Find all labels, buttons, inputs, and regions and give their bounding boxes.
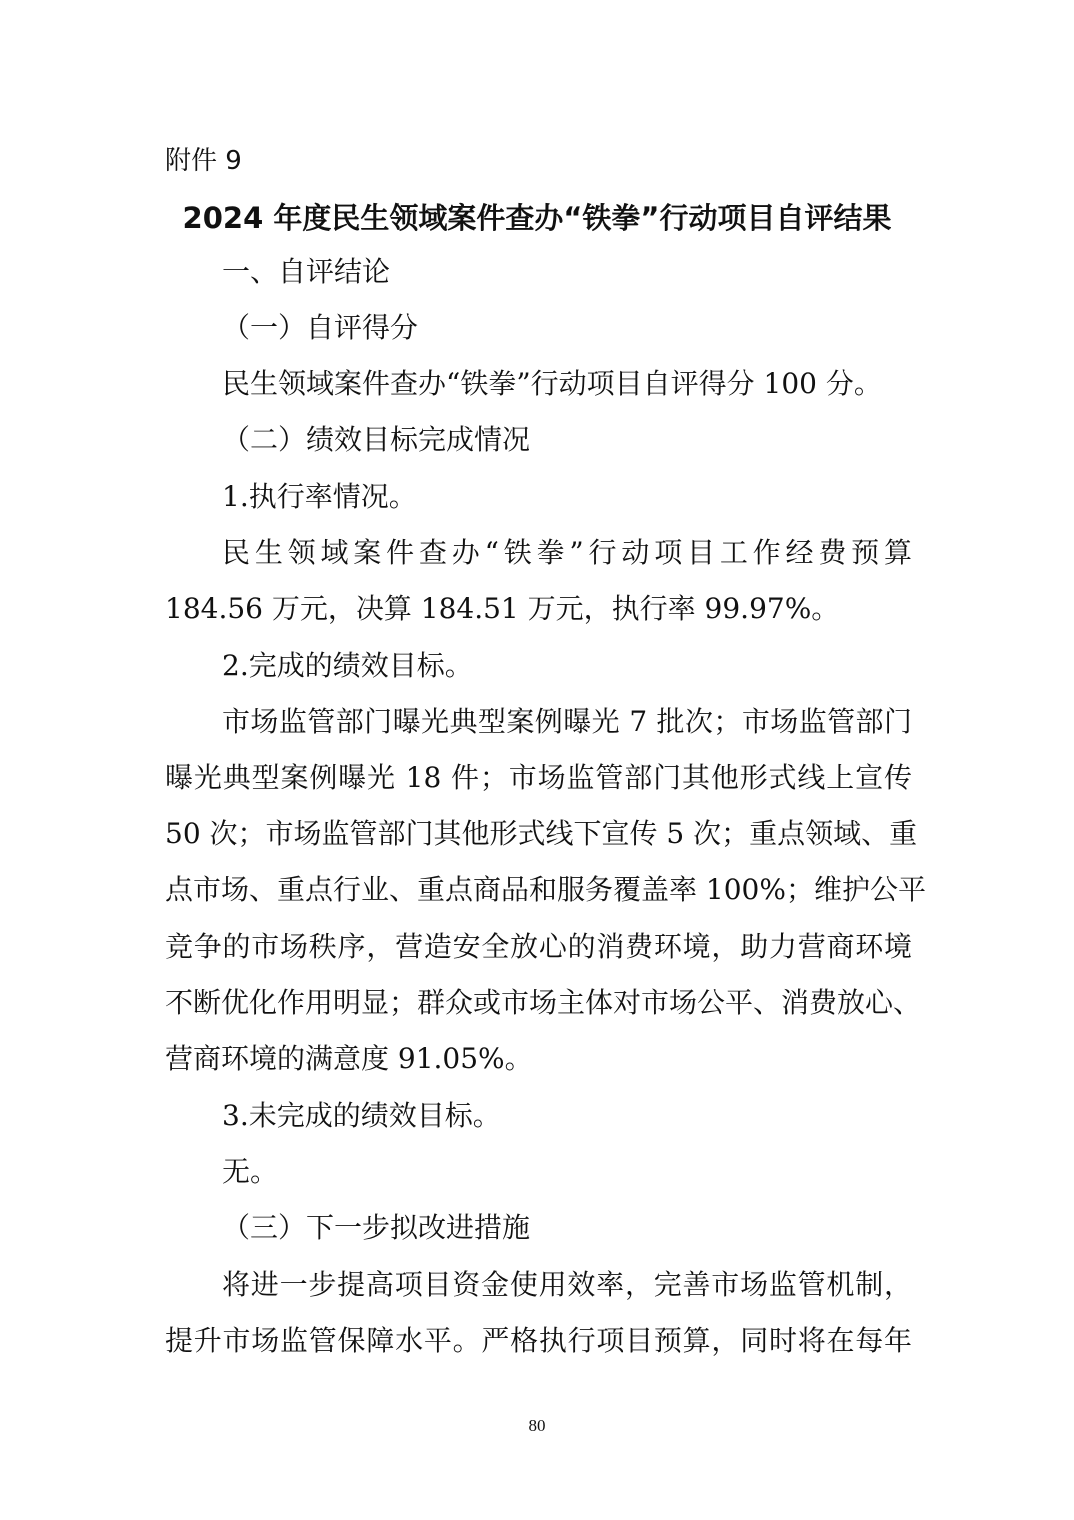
paragraph-line: 点市场、重点行业、重点商品和服务覆盖率 100%；维护公平 bbox=[165, 873, 926, 906]
paragraph-line: 将进一步提高项目资金使用效率，完善市场监管机制， bbox=[222, 1268, 912, 1301]
paragraph-line: 营商环境的满意度 91.05%。 bbox=[165, 1042, 533, 1075]
paragraph-line: 曝光典型案例曝光 18 件；市场监管部门其他形式线上宣传 bbox=[165, 761, 912, 794]
subheading-improvement-measures: （三）下一步拟改进措施 bbox=[222, 1211, 531, 1244]
item-heading-uncompleted-goals: 3.未完成的绩效目标。 bbox=[222, 1099, 501, 1132]
subheading-score: （一）自评得分 bbox=[222, 311, 419, 344]
page-number: 80 bbox=[528, 1416, 546, 1435]
paragraph-none: 无。 bbox=[222, 1155, 279, 1188]
paragraph-line: 竞争的市场秩序，营造安全放心的消费环境，助力营商环境 bbox=[165, 930, 912, 963]
paragraph-line: 民生领域案件查办“铁拳”行动项目工作经费预算 bbox=[222, 536, 912, 569]
paragraph-line: 50 次；市场监管部门其他形式线下宣传 5 次；重点领域、重 bbox=[165, 817, 918, 850]
paragraph-line: 市场监管部门曝光典型案例曝光 7 批次；市场监管部门 bbox=[222, 705, 912, 738]
paragraph-line: 184.56 万元，决算 184.51 万元，执行率 99.97%。 bbox=[165, 592, 840, 625]
paragraph-score: 民生领域案件查办“铁拳”行动项目自评得分 100 分。 bbox=[222, 367, 882, 400]
item-heading-completed-goals: 2.完成的绩效目标。 bbox=[222, 649, 473, 682]
document-title: 2024 年度民生领域案件查办“铁拳”行动项目自评结果 bbox=[182, 201, 892, 235]
attachment-label: 附件 9 bbox=[165, 146, 242, 176]
paragraph-line: 提升市场监管保障水平。严格执行项目预算，同时将在每年 bbox=[165, 1324, 912, 1357]
paragraph-line: 不断优化作用明显；群众或市场主体对市场公平、消费放心、 bbox=[165, 986, 922, 1019]
section-heading-conclusion: 一、自评结论 bbox=[222, 255, 391, 288]
item-heading-execution-rate: 1.执行率情况。 bbox=[222, 480, 417, 513]
subheading-performance-goals: （二）绩效目标完成情况 bbox=[222, 423, 531, 456]
